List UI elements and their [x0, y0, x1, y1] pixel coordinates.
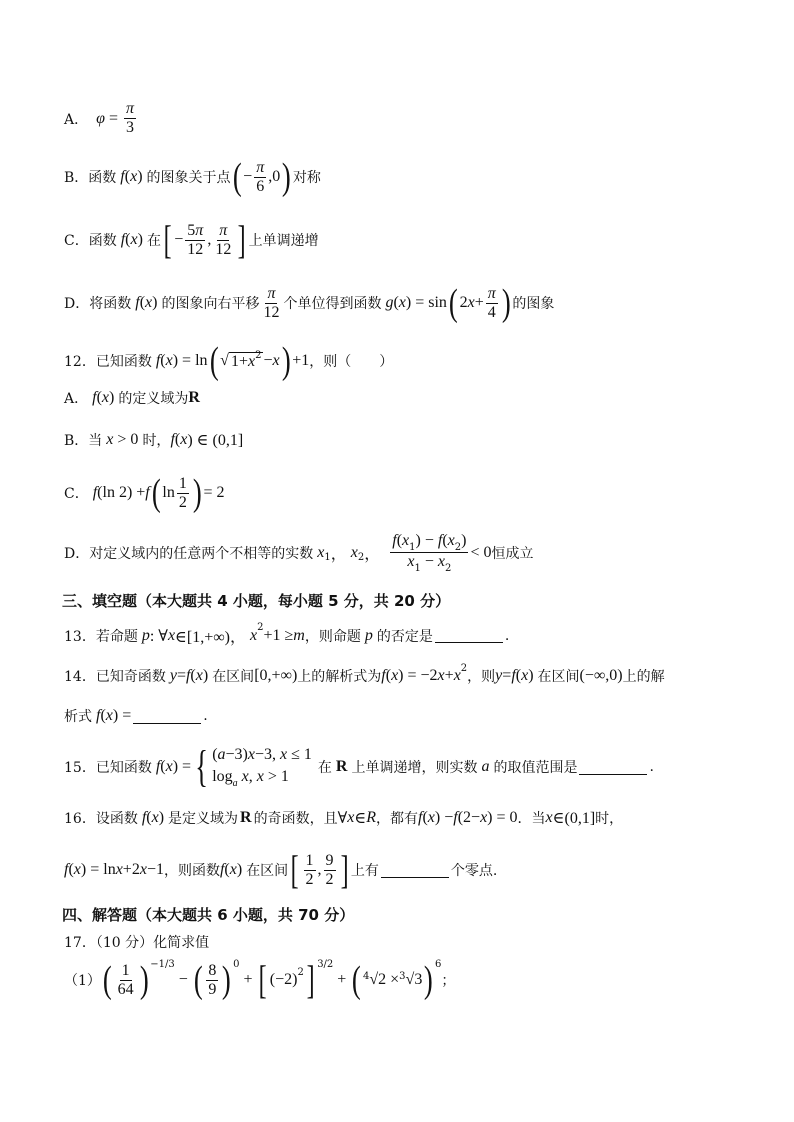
- q13: 13．若命题 p : ∀ x ∈[1,+∞)， x 2 +1 ≥ m ，则命题 p 的否定是 .: [64, 622, 510, 646]
- q12-stem: 12．已知函数 f ( x ) = ln ( √ $1+x^2$ − x ) +1 ，则（ ）: [64, 340, 394, 382]
- q16-answer-blank[interactable]: [381, 863, 449, 878]
- q11-option-c: C． 函数 f ( x ) 在 [ − $\frac{5\pi}{12}$ , $\frac{\pi}{12}$ ] 上单调递增: [64, 217, 319, 262]
- q14-answer-blank[interactable]: [133, 709, 201, 724]
- q11-option-d: D． 将函数 f ( x ) 的图象向右平移 $\frac{\pi}{12}$ 个单位得到函数 g ( x ) = sin ( 2 x + $\frac{\pi}{4}$ ) 的图象: [64, 282, 555, 324]
- q13-answer-blank[interactable]: [435, 628, 503, 643]
- q11-option-b: B． 函数 f ( x ) 的图象关于点 ( − $\frac{\pi}{6}$ ,0 ) 对称: [64, 156, 321, 198]
- q15: 15．已知函数 f ( x ) = { (a−3)x−3, x ≤ 1 $\log_a x$, x > 1 在 R 上单调递增，则实数 a 的取值范围是 .: [64, 742, 654, 791]
- q15-answer-blank[interactable]: [579, 760, 647, 775]
- section-4-title: 四、解答题（本大题共 6 小题，共 70 分）: [62, 906, 355, 924]
- fraction-pi-over-3: $\frac{\pi}{3}$: [126, 100, 135, 136]
- q17-stem: 17．（10 分）化简求值: [64, 935, 210, 951]
- q12-option-c: C． f (ln 2) + f ( ln $\frac{1}{2}$ ) = 2: [64, 472, 225, 514]
- q14-line-2: 析式 f ( x ) = .: [64, 707, 208, 725]
- q12-option-a: A． f ( x ) 的定义域为 R: [64, 389, 200, 407]
- q11-option-a: A． φ = $\frac{\pi}{3}$: [64, 100, 135, 136]
- q12-option-d: D． 对定义域内的任意两个不相等的实数 x 1 ， x 2 ， $\frac{f(x_1) - f(x_2)}{x_1 - x_2}$ < 0 恒成立: [64, 532, 534, 574]
- q17-part-1: （1） ( $\frac{1}{64}$ ) −1/3 − ( $\frac{8}{9}$ ) 0 + [ (−2) 2 ] 3/2 + ( 4 √2 × 3 √3 ) 6 ；: [64, 957, 456, 1002]
- q12-option-b: B． 当 x > 0 时， f ( x ) ∈ (0,1]: [64, 431, 244, 449]
- q16-line-2: f ( x ) = ln x +2 x −1 ，则函数 f ( x ) 在区间 [ $\frac{1}{2}$ , $\frac{9}{2}$ ] 上有 个零点.: [64, 847, 498, 892]
- section-3-title: 三、填空题（本大题共 4 小题，每小题 5 分，共 20 分）: [62, 592, 451, 610]
- q14-line-1: 14．已知奇函数 y = f ( x ) 在区间 [0,+∞) 上的解析式为 f ( x ) = −2 x + x 2 ，则 y = f ( x ) 在区间 (−∞,0) 上的解: [64, 662, 665, 685]
- q16-line-1: 16．设函数 f ( x ) 是定义域为 R 的奇函数，且 ∀ x ∈ R ，都有 f ( x ) − f (2− x ) = 0 ．当 x ∈(0,1] 时，: [64, 809, 624, 827]
